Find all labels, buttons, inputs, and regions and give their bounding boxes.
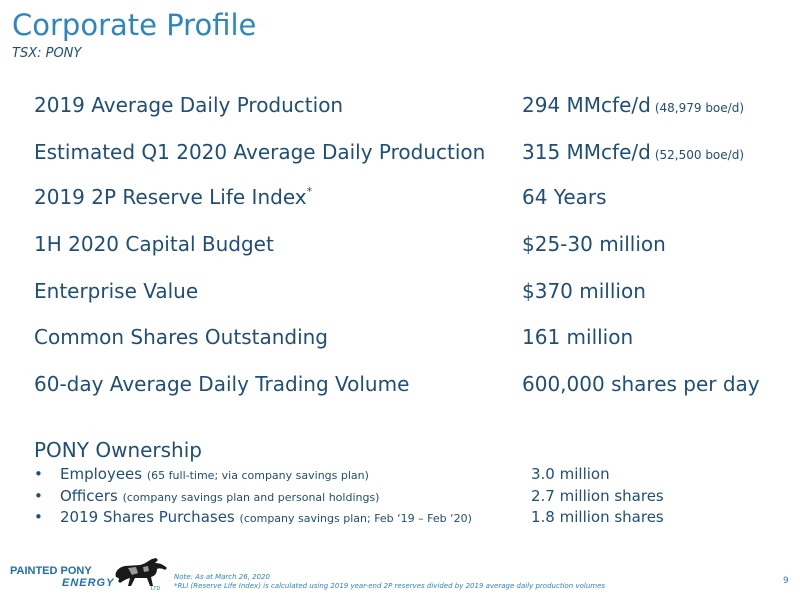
metric-value: 600,000 shares per day <box>522 372 760 396</box>
horse-icon <box>110 555 170 591</box>
metric-row-q1-2020-production <box>0 140 800 170</box>
metric-value: 64 Years <box>522 185 607 209</box>
ownership-detail: (company savings plan and personal holdings) <box>122 491 380 504</box>
metric-value: $370 million <box>522 279 646 303</box>
metric-value: 294 MMcfe/d (48,979 boe/d) <box>522 93 744 117</box>
ownership-label: 2019 Shares Purchases (company savings plan; Feb ‘19 – Feb ‘20) <box>60 508 472 526</box>
metric-row-2019-production <box>0 93 800 123</box>
metric-label: 1H 2020 Capital Budget <box>34 232 274 256</box>
company-logo <box>10 555 170 595</box>
date-note: Note: As at March 26, 2020 <box>174 573 270 581</box>
bullet-icon: • <box>34 465 43 483</box>
metric-row-shares-outstanding <box>0 325 800 355</box>
metric-row-capital-budget <box>0 232 800 262</box>
ownership-item-share-purchases <box>0 508 800 528</box>
metric-value: 161 million <box>522 325 634 349</box>
ownership-label: Officers (company savings plan and personal holdings) <box>60 487 380 505</box>
logo-text-line1: PAINTED PONY <box>10 565 92 577</box>
page-number: 9 <box>783 576 789 586</box>
metric-label: Enterprise Value <box>34 279 199 303</box>
footnote-marker: * <box>306 185 313 198</box>
metric-value: $25-30 million <box>522 232 666 256</box>
metric-row-reserve-life-index <box>0 185 800 215</box>
bullet-icon: • <box>34 487 43 505</box>
page-title: Corporate Profile <box>12 8 257 42</box>
bullet-icon: • <box>34 508 43 526</box>
ticker-subtitle: TSX: PONY <box>12 46 82 61</box>
metric-row-trading-volume <box>0 372 800 402</box>
ownership-item-employees <box>0 465 800 485</box>
metric-label: 2019 2P Reserve Life Index* <box>34 185 313 209</box>
metric-label: Common Shares Outstanding <box>34 325 329 349</box>
ownership-value: 1.8 million shares <box>531 508 664 526</box>
metric-label: 60-day Average Daily Trading Volume <box>34 372 410 396</box>
metric-detail: (48,979 boe/d) <box>654 101 744 115</box>
rli-footnote: *RLI (Reserve Life Index) is calculated using 2019 year-end 2P reserves divided by 2019 average daily production volumes <box>174 582 606 590</box>
metric-row-enterprise-value <box>0 279 800 309</box>
ownership-heading: PONY Ownership <box>34 438 202 462</box>
ownership-detail: (company savings plan; Feb ‘19 – Feb ‘20) <box>239 512 472 525</box>
ownership-item-officers <box>0 487 800 507</box>
ownership-label: Employees (65 full-time; via company savings plan) <box>60 465 369 483</box>
metric-label: Estimated Q1 2020 Average Daily Production <box>34 140 486 164</box>
metric-detail: (52,500 boe/d) <box>654 148 744 162</box>
metric-label: 2019 Average Daily Production <box>34 93 344 117</box>
ownership-value: 3.0 million <box>531 465 610 483</box>
logo-mark-text: LTD <box>151 586 161 591</box>
logo-text-line2: ENERGY <box>62 577 115 589</box>
ownership-detail: (65 full-time; via company savings plan) <box>146 469 369 482</box>
ownership-value: 2.7 million shares <box>531 487 664 505</box>
metric-value: 315 MMcfe/d (52,500 boe/d) <box>522 140 744 164</box>
